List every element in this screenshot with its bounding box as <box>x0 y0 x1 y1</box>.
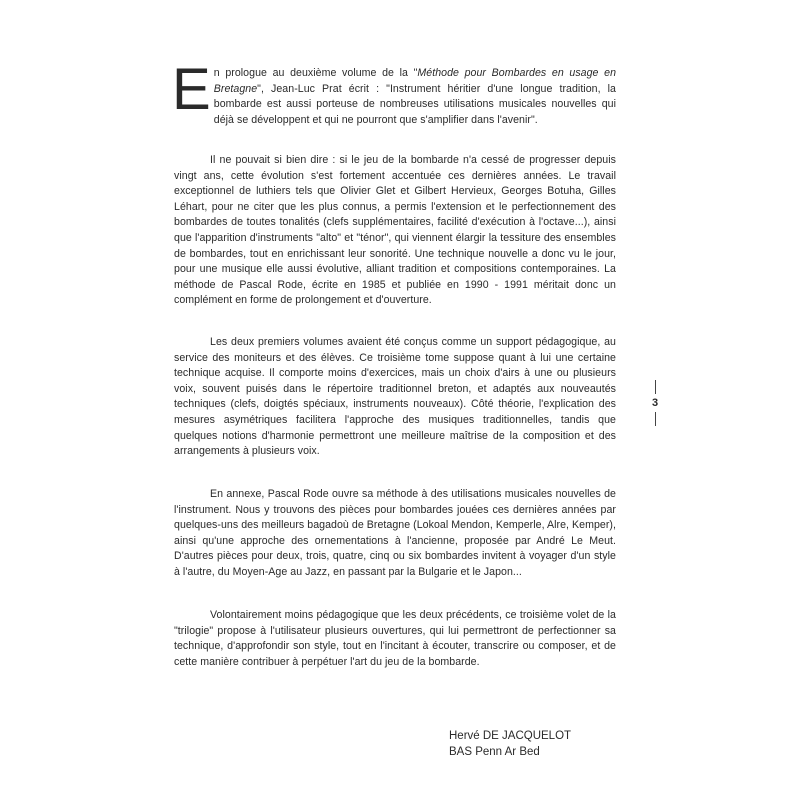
paragraph-4-text: En annexe, Pascal Rode ouvre sa méthode à des utilisations musicales nouvelles de l'instrument. Nous y trouvons des pièces pour bombardes jouées ces dernières années par quelques-uns des meilleurs bagadoù de Bretagne (Lokoal Mendon, Kemperle, Alre, Kemper), ainsi qu'une approche des ornementations à l'ancienne, proposée par André Le Meut. D'autres pièces pour deux, trois, quatre, cinq ou six bombardes invitent à voyager d'un style à l'autre, du Moyen-Age au Jazz, en passant par la Bulgarie et le Japon... <box>174 488 616 578</box>
prologue-paragraph <box>172 57 617 128</box>
prologue-text-quote: ", Jean-Luc Prat écrit : "Instrument héritier d'une longue tradition, la bombarde est aussi porteuse de nombreuses utilisations musicales nouvelles qui déjà se développent et qui ne pourront que s'amplifier dans l'avenir". <box>213 82 616 126</box>
paragraph-5-text: Volontairement moins pédagogique que les deux précédents, ce troisième volet de la "trilogie" propose à l'utilisateur plusieurs ouvertures, qui lui permettront de perfectionner sa technique, d'approfondir son style, tout en l'incitant à écouter, transcrire ou composer, et de cette manière contribuer à perpétuer l'art du jeu de la bombarde. <box>174 609 616 668</box>
prologue-text-start: n prologue au deuxième volume de la " <box>213 67 418 79</box>
author-organization: BAS Penn Ar Bed <box>449 746 540 758</box>
book-title-citation: Méthode pour Bombardes en usage en Bretagne <box>213 67 617 95</box>
page-number-marker <box>648 380 662 426</box>
paragraph-3-text: Les deux premiers volumes avaient été conçus comme un support pédagogique, au service des moniteurs et des élèves. Ce troisième tome suppose quant à lui une certaine technique acquise. Il comporte moins d'exercices, mais un choix d'airs à une ou plusieurs voix, souvent puisés dans le répertoire traditionnel breton, et adaptés aux nouveautés techniques (clefs, doigtés spéciaux, instruments nouveaux). Côté théorie, l'explication des mesures asymétriques facilitera l'approche des musiques traditionnelles, tandis que quelques notions d'harmonie permettront une meilleure maîtrise de la composition et des arrangements à plusieurs voix. <box>174 336 616 458</box>
page-marker-top-rule <box>655 380 656 394</box>
body-paragraph-3 <box>174 335 616 460</box>
page-marker-bottom-rule <box>655 412 656 426</box>
body-paragraph-2 <box>174 153 616 309</box>
author-name: Hervé DE JACQUELOT <box>449 730 572 742</box>
paragraph-2-text: Il ne pouvait si bien dire : si le jeu de la bombarde n'a cessé de progresser depuis vingt ans, cette évolution s'est fortement accentuée ces dernières années. Le travail exceptionnel de luthiers tels que Olivier Glet et Gilbert Hervieux, Georges Botuha, Gilles Léhart, pour ne citer que les plus connus, a permis l'extension et le perfectionnement des bombardes de toutes tonalités (clefs supplémentaires, facilité d'exécution à l'octave...), ainsi que l'apparition d'instruments "alto" et "ténor", qui viennent élargir la tessiture des ensembles de bombardes, tout en enrichissant leur sonorité. Une technique nouvelle a donc vu le jour, pour une musique elle aussi évolutive, alliant tradition et compositions contemporaines. La méthode de Pascal Rode, écrite en 1985 et publiée en 1990 - 1991 méritait donc un complément en forme de prolongement et d'ouverture. <box>174 154 616 307</box>
signature-block <box>449 728 571 760</box>
drop-cap-letter: E <box>172 57 211 122</box>
body-paragraph-4 <box>174 487 616 581</box>
page-number: 3 <box>651 397 659 409</box>
body-paragraph-5 <box>174 608 616 670</box>
